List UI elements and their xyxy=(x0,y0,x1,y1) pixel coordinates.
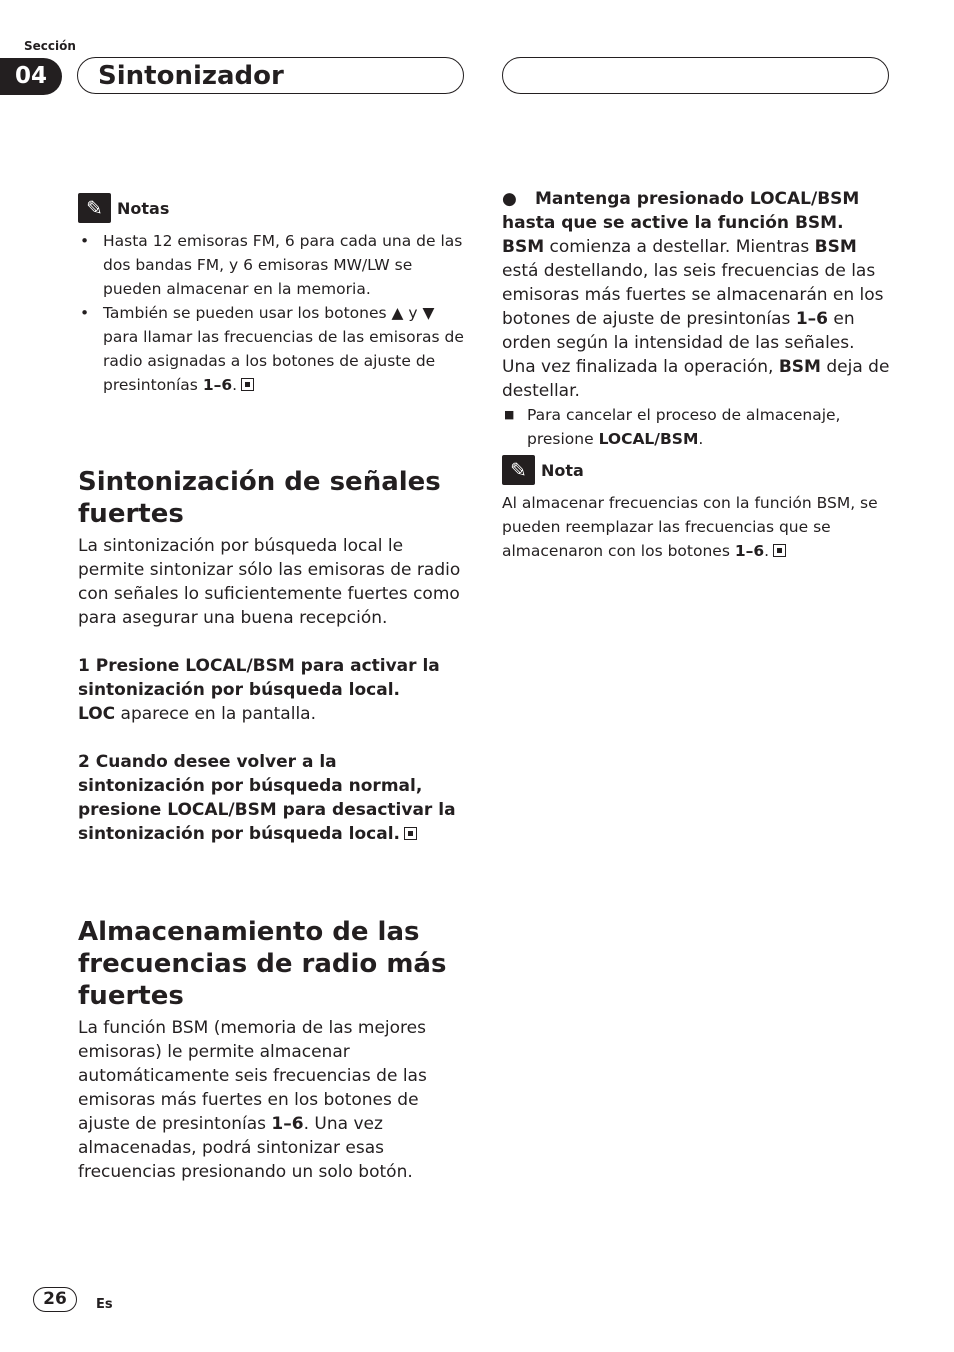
bsm-instructions xyxy=(502,187,892,451)
note-heading xyxy=(502,455,892,485)
section-intro: La sintonización por búsqueda local le permite sintonizar sólo las emisoras de radio con señales lo suficientemente fuertes como para asegurar una buena recepción. xyxy=(78,536,461,628)
step-2-title: 2 Cuando desee volver a la sintonización por búsqueda normal, presione LOCAL/BSM para desactivar la sintonización por búsqueda local. xyxy=(78,752,456,844)
bsm-step-title: ● Mantenga presionado LOCAL/BSM hasta que se active la función BSM. xyxy=(502,189,860,233)
step-1-body: LOC aparece en la pantalla. xyxy=(78,704,316,724)
note-title: Nota xyxy=(541,460,584,480)
square-bullet-icon: ■ xyxy=(504,408,515,421)
section-title: Almacenamiento de las frecuencias de radio más fuertes xyxy=(78,917,447,1011)
page-number: 26 xyxy=(33,1287,77,1312)
section-intro: La función BSM (memoria de las mejores emisoras) le permite almacenar automáticamente seis frecuencias de las emisoras más fuertes en los botones de ajuste de presintonías 1–6. Una vez almacenadas, podrá sintonizar esas frecuencias presionando un solo botón. xyxy=(78,1018,427,1182)
section-strong-signals xyxy=(78,466,468,846)
bsm-step-body: BSM comienza a destellar. Mientras BSM está destellando, las seis frecuencias de las emisoras más fuertes se almacenarán en los botones de ajuste de presintonías 1–6 en orden según la intensidad de las señales. Una vez finalizada la operación, BSM deja de destellar. xyxy=(502,237,890,401)
note-body: Al almacenar frecuencias con la función BSM, se pueden reemplazar las frecuencias que se almacenaron con los botones 1–6. xyxy=(502,494,878,560)
note-item: • También se pueden usar los botones ▲ y ▼ para llamar las frecuencias de las emisoras de radio asignadas a los botones de ajuste de presintonías 1–6. xyxy=(78,301,468,397)
note-box xyxy=(502,455,892,563)
notes-heading xyxy=(78,193,468,223)
language-code: Es xyxy=(96,1297,113,1312)
notes-box xyxy=(78,193,468,397)
bullet-icon: • xyxy=(80,304,90,322)
end-mark-icon xyxy=(241,378,254,391)
pencil-icon: ✎ xyxy=(502,455,535,485)
pencil-icon: ✎ xyxy=(78,193,111,223)
bullet-icon: • xyxy=(80,232,90,250)
section-bsm xyxy=(78,916,468,1184)
header-empty-frame xyxy=(502,57,889,94)
notes-title: Notas xyxy=(117,198,170,218)
note-item: • Hasta 12 emisoras FM, 6 para cada una de las dos bandas FM, y 6 emisoras MW/LW se pueden almacenar en la memoria. xyxy=(78,229,468,301)
end-mark-icon xyxy=(404,827,417,840)
end-mark-icon xyxy=(773,544,786,557)
section-title: Sintonización de señales fuertes xyxy=(78,467,441,529)
section-label: Sección xyxy=(24,39,76,53)
chapter-title: Sintonizador xyxy=(98,61,284,91)
cancel-note: ■ Para cancelar el proceso de almacenaje, presione LOCAL/BSM. xyxy=(502,403,892,451)
step-1-title: 1 Presione LOCAL/BSM para activar la sintonización por búsqueda local. xyxy=(78,656,440,700)
bullet-icon: ● xyxy=(502,189,517,209)
section-number-tab: 04 xyxy=(0,58,62,95)
